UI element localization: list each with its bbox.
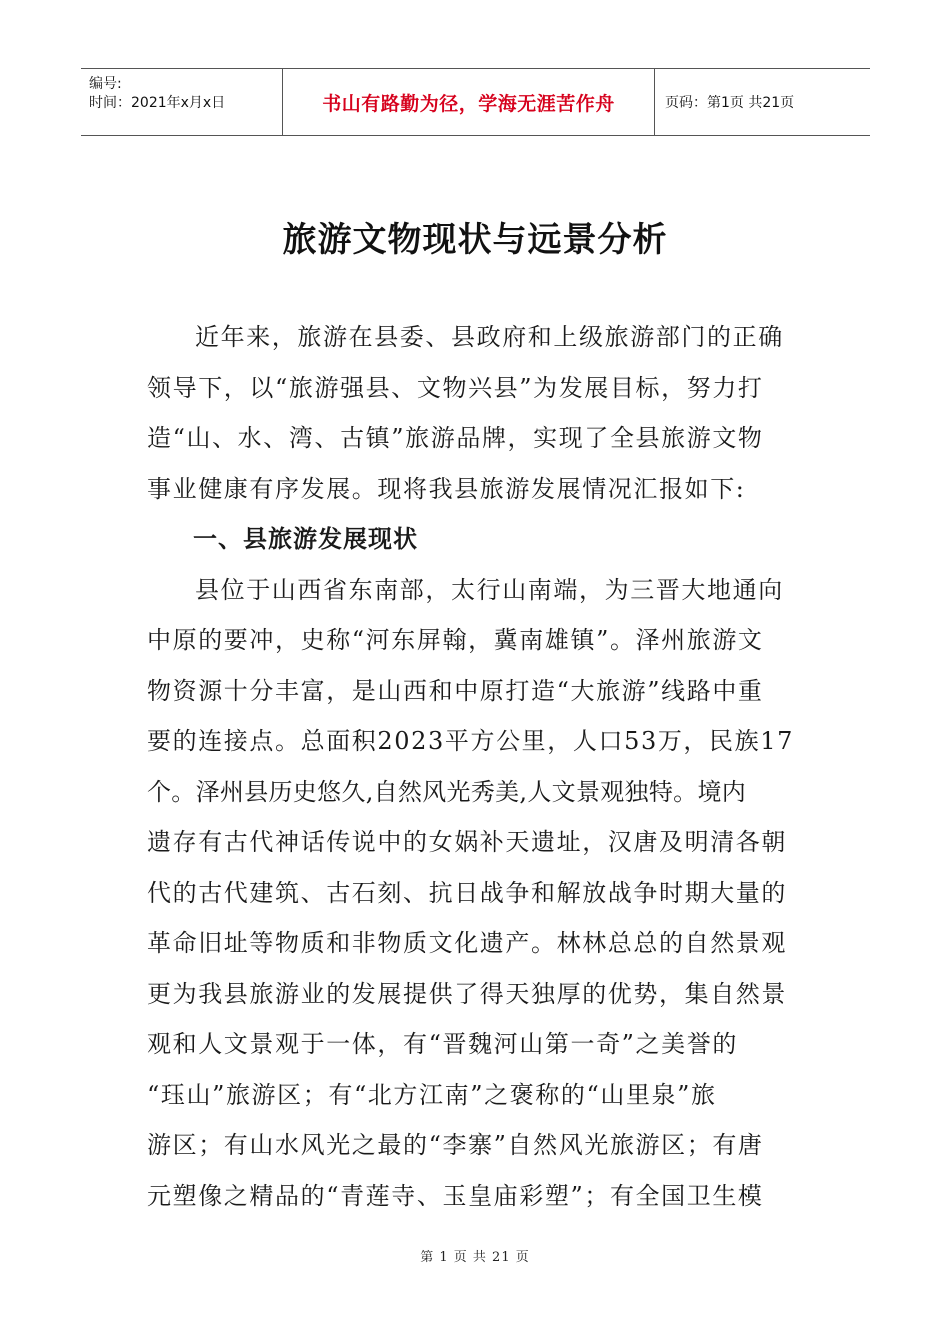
paragraph-line: 中原的要冲，史称“河东屏翰，冀南雄镇”。泽州旅游文	[147, 626, 764, 654]
paragraph-line: 游区；有山水风光之最的“李寨”自然风光旅游区；有唐	[147, 1131, 764, 1159]
paragraph-line: 更为我县旅游业的发展提供了得天独厚的优势，集自然景	[147, 979, 787, 1008]
document-body	[147, 312, 794, 1221]
document-time-label: 时间：2021年x月x日	[89, 95, 226, 111]
paragraph-line: 个。泽州县历史悠久,自然风光秀美,人文景观独特。境内	[147, 777, 747, 806]
document-number-label: 编号:	[89, 76, 122, 92]
paragraph-line: 事业健康有序发展。现将我县旅游发展情况汇报如下:	[147, 474, 746, 503]
paragraph-line: “珏山”旅游区；有“北方江南”之褒称的“山里泉”旅	[147, 1080, 717, 1109]
header-motto-cell	[283, 69, 655, 135]
document-header-table	[81, 68, 870, 136]
page-footer: 第 1 页 共 21 页	[420, 1250, 530, 1265]
section-heading: 一、县旅游发展现状	[193, 525, 418, 553]
paragraph-line: 造“山、水、湾、古镇”旅游品牌，实现了全县旅游文物	[147, 424, 764, 452]
document-title: 旅游文物现状与远景分析	[282, 220, 668, 260]
paragraph-line: 要的连接点。总面积2023平方公里，人口53万，民族17	[147, 727, 794, 755]
paragraph-line: 代的古代建筑、古石刻、抗日战争和解放战争时期大量的	[147, 878, 787, 907]
header-page-number: 页码：第1页 共21页	[665, 95, 795, 111]
paragraph-line: 县位于山西省东南部，太行山南端，为三晋大地通向	[195, 575, 784, 604]
header-meta-cell	[81, 69, 283, 135]
paragraph-line: 观和人文景观于一体，有“晋魏河山第一奇”之美誉的	[147, 1030, 738, 1058]
header-motto: 书山有路勤为径，学海无涯苦作舟	[322, 92, 615, 115]
paragraph-line: 物资源十分丰富，是山西和中原打造“大旅游”线路中重	[147, 676, 764, 705]
header-page-cell	[655, 69, 870, 135]
paragraph-line: 革命旧址等物质和非物质文化遗产。林林总总的自然景观	[147, 929, 787, 957]
paragraph-line: 遗存有古代神话传说中的女娲补天遗址，汉唐及明清各朝	[147, 828, 787, 856]
paragraph-line: 元塑像之精品的“青莲寺、玉皇庙彩塑”；有全国卫生模	[147, 1181, 764, 1210]
paragraph-line: 近年来，旅游在县委、县政府和上级旅游部门的正确	[195, 323, 784, 351]
paragraph-line: 领导下，以“旅游强县、文物兴县”为发展目标，努力打	[147, 373, 764, 402]
